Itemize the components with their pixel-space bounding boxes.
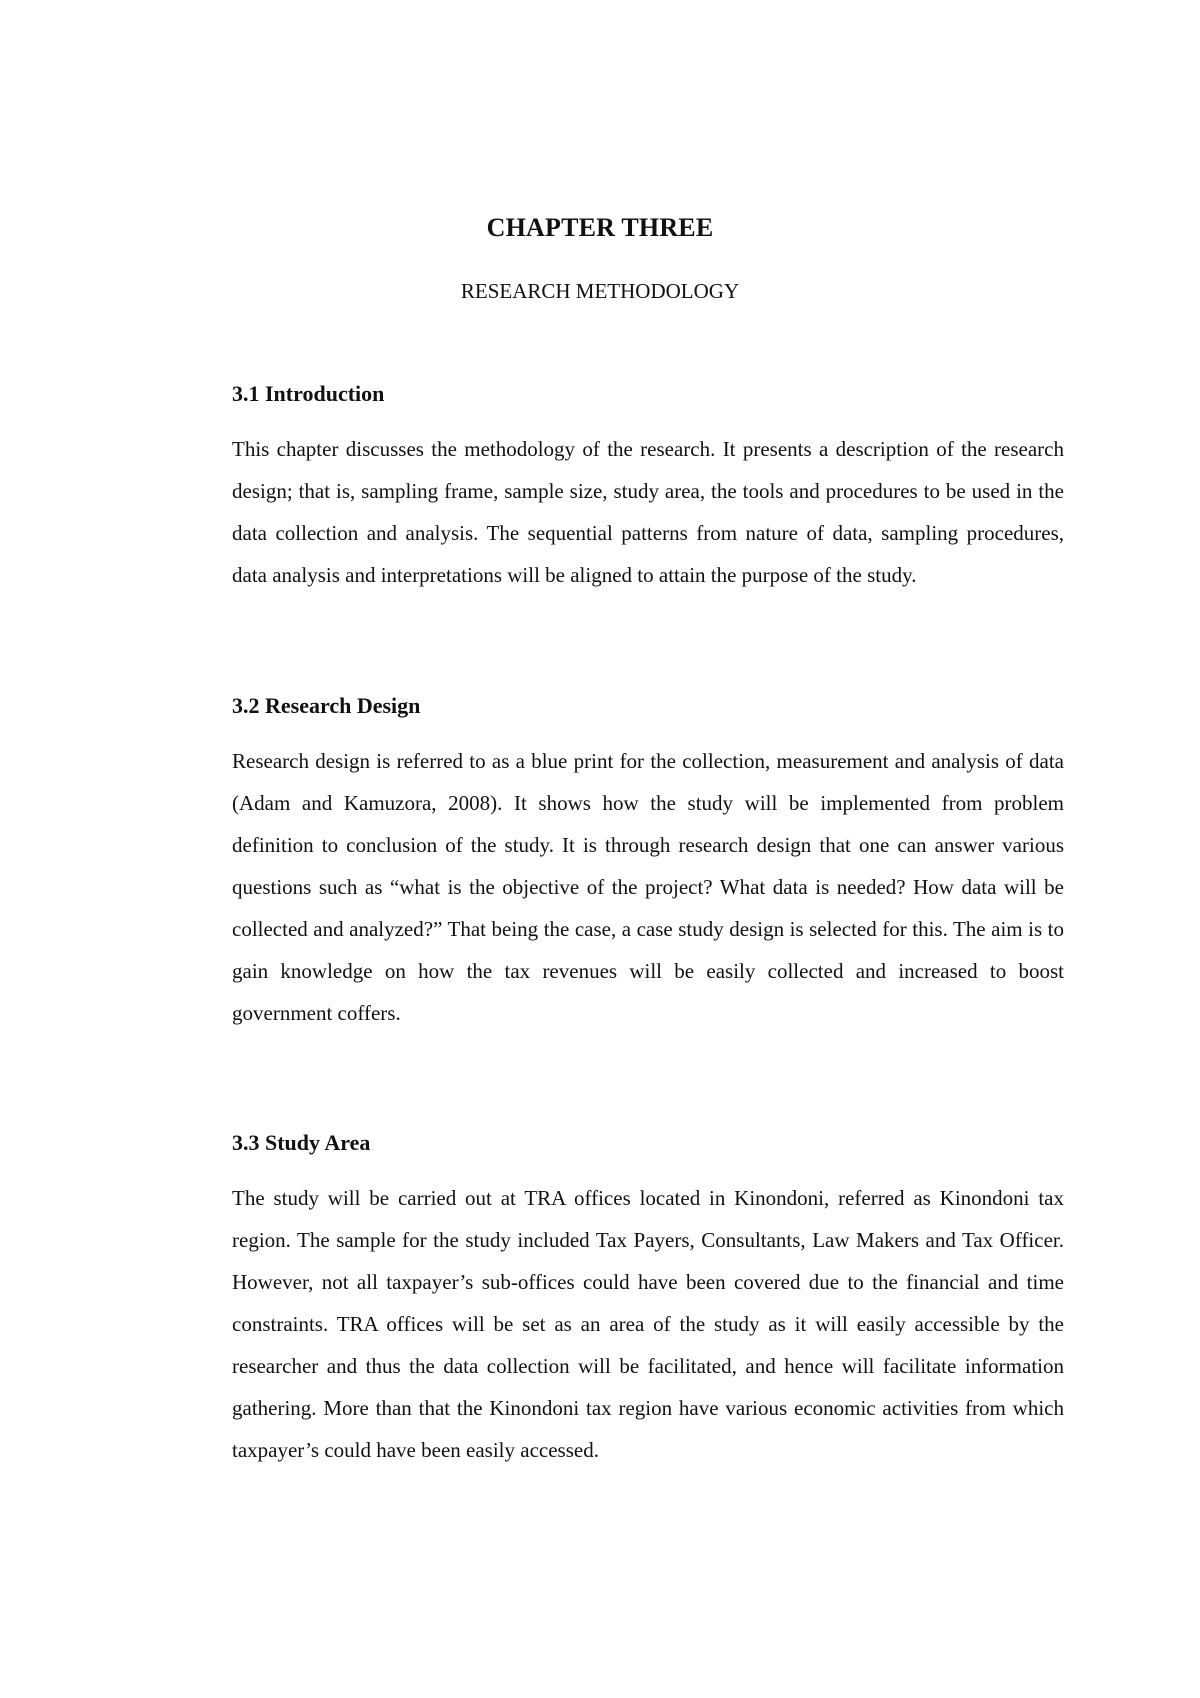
section-heading-research-design: 3.2 Research Design	[232, 693, 421, 718]
section-heading-study-area: 3.3 Study Area	[232, 1130, 371, 1155]
chapter-title: CHAPTER THREE	[486, 213, 714, 242]
chapter-subtitle: RESEARCH METHODOLOGY	[460, 279, 740, 303]
section-body-study-area: The study will be carried out at TRA offices located in Kinondoni, referred as Kinondoni tax region. The sample for the study included Tax Payers, Consultants, Law Makers and Tax Officer. However, not all taxpayer’s sub-offices could have been covered due to the financial and time constraints. TRA offices will be set as an area of the study as it will easily accessible by the researcher and thus the data collection will be facilitated, and hence will facilitate information gathering. More than that the Kinondoni tax region have various economic activities from which taxpayer’s could have been easily accessed.	[232, 1186, 1064, 1462]
section-body-introduction: This chapter discusses the methodology of the research. It presents a description of the research design; that is, sampling frame, sample size, study area, the tools and procedures to be used in the data collection and analysis. The sequential patterns from nature of data, sampling procedures, data analysis and interpretations will be aligned to attain the purpose of the study.	[232, 437, 1064, 587]
section-body-research-design: Research design is referred to as a blue print for the collection, measurement and analysis of data (Adam and Kamuzora, 2008). It shows how the study will be implemented from problem definition to conclusion of the study. It is through research design that one can answer various questions such as “what is the objective of the project? What data is needed? How data will be collected and analyzed?” That being the case, a case study design is selected for this. The aim is to gain knowledge on how the tax revenues will be easily collected and increased to boost government coffers.	[232, 749, 1064, 1025]
section-heading-introduction: 3.1 Introduction	[232, 381, 385, 406]
